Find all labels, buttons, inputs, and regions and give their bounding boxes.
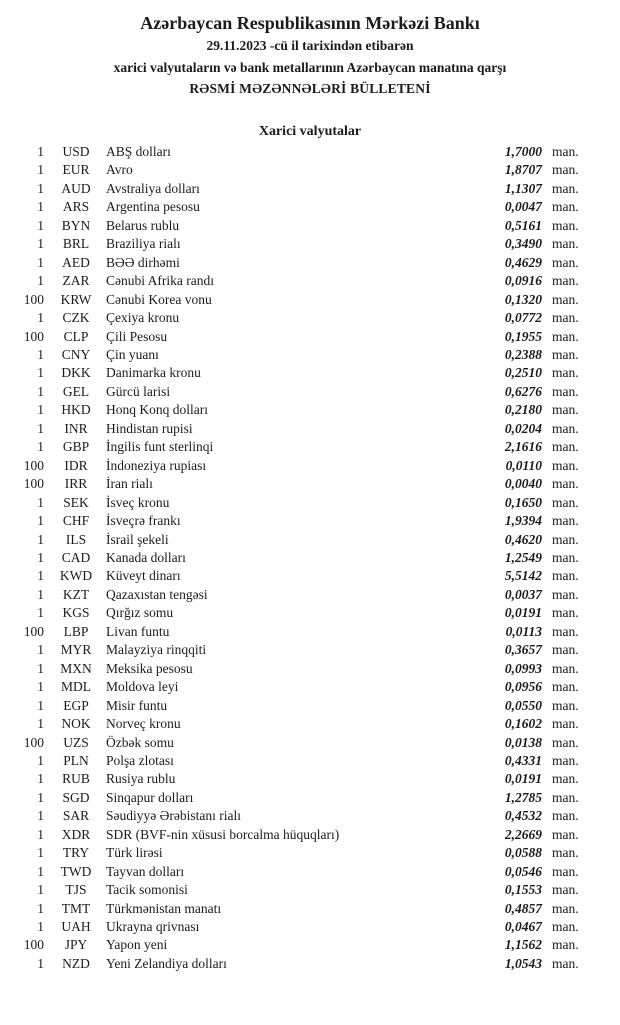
quantity: 1: [37, 383, 44, 399]
rate-value: 5,5142: [504, 568, 542, 584]
rate-value: 0,0916: [504, 273, 542, 289]
rate-value: 0,0204: [504, 420, 542, 436]
quantity: 100: [23, 291, 44, 307]
unit-label: man.: [552, 310, 579, 326]
rate-value: 0,1602: [504, 716, 542, 732]
quantity: 1: [37, 254, 44, 270]
currency-name: Polşa zlotası: [106, 752, 174, 768]
currency-code: INR: [64, 420, 88, 436]
rate-value: 0,0467: [504, 919, 542, 935]
unit-label: man.: [552, 771, 579, 787]
rate-value: 0,4629: [504, 254, 542, 270]
unit-label: man.: [552, 568, 579, 584]
rate-row: [18, 936, 590, 954]
rate-value: 0,5161: [504, 217, 542, 233]
currency-code: MXN: [60, 660, 92, 676]
rates-table-body: [0, 143, 620, 973]
rate-value: 1,8707: [504, 162, 542, 178]
currency-name: Yeni Zelandiya dolları: [106, 955, 227, 971]
rate-row: [18, 272, 590, 290]
effective-date-line: 29.11.2023 -cü il tarixindən etibarən: [206, 38, 414, 53]
currency-code: PLN: [63, 752, 89, 768]
rate-row: [18, 457, 590, 475]
quantity: 100: [23, 734, 44, 750]
rate-row: [18, 420, 590, 438]
unit-label: man.: [552, 697, 579, 713]
rate-value: 0,0956: [504, 679, 542, 695]
currency-name: İsrail şekeli: [106, 531, 169, 547]
currency-code: SGD: [62, 789, 90, 805]
quantity: 1: [37, 180, 44, 196]
rate-row: [18, 641, 590, 659]
quantity: 100: [23, 328, 44, 344]
currency-code: MDL: [61, 679, 91, 695]
rate-value: 1,2549: [504, 549, 542, 565]
quantity: 1: [37, 789, 44, 805]
quantity: 1: [37, 752, 44, 768]
quantity: 1: [37, 439, 44, 455]
currency-code: XDR: [61, 826, 91, 842]
rate-value: 0,0191: [504, 605, 542, 621]
rate-row: [18, 309, 590, 327]
rate-row: [18, 734, 590, 752]
quantity: 1: [37, 771, 44, 787]
rate-value: 0,1650: [504, 494, 542, 510]
quantity: 1: [37, 919, 44, 935]
rate-row: [18, 660, 590, 678]
rate-row: [18, 217, 590, 235]
rate-value: 0,4620: [504, 531, 542, 547]
rate-row: [18, 623, 590, 641]
currency-code: AED: [62, 254, 90, 270]
unit-label: man.: [552, 863, 579, 879]
unit-label: man.: [552, 623, 579, 639]
unit-label: man.: [552, 752, 579, 768]
unit-label: man.: [552, 144, 579, 159]
currency-code: TRY: [62, 845, 90, 861]
quantity: 100: [23, 623, 44, 639]
quantity: 1: [37, 346, 44, 362]
quantity: 1: [37, 402, 44, 418]
unit-label: man.: [552, 900, 579, 916]
currency-name: İsveç kronu: [106, 494, 170, 510]
unit-label: man.: [552, 254, 579, 270]
currency-code: ZAR: [62, 273, 90, 289]
currency-name: Çili Pesosu: [106, 328, 168, 344]
rate-row: [18, 383, 590, 401]
quantity: 1: [37, 162, 44, 178]
rate-row: [18, 678, 590, 696]
quantity: 100: [23, 937, 44, 953]
currency-code: CLP: [63, 328, 89, 344]
rate-value: 1,9394: [504, 513, 542, 529]
quantity: 1: [37, 494, 44, 510]
rate-row: [18, 475, 590, 493]
rate-value: 0,2388: [504, 346, 542, 362]
quantity: 1: [37, 365, 44, 381]
currency-name: Kanada dolları: [106, 549, 186, 565]
currency-name: Norveç kronu: [106, 716, 181, 732]
rate-value: 1,7000: [504, 144, 542, 159]
currency-name: Tacik somonisi: [106, 882, 188, 898]
currency-name: Cənubi Afrika randı: [106, 273, 214, 289]
rate-value: 0,4532: [504, 808, 542, 824]
rate-row: [18, 752, 590, 770]
rate-value: 0,4331: [504, 752, 542, 768]
unit-label: man.: [552, 365, 579, 381]
currency-code: TMT: [61, 900, 91, 916]
currency-name: Türk lirəsi: [106, 845, 163, 861]
unit-label: man.: [552, 605, 579, 621]
quantity: 1: [37, 420, 44, 436]
currency-code: RUB: [62, 771, 90, 787]
rate-row: [18, 881, 590, 899]
quantity: 1: [37, 882, 44, 898]
currency-code: CHF: [62, 513, 90, 529]
rate-row: [18, 604, 590, 622]
rate-row: [18, 198, 590, 216]
currency-code: IRR: [64, 476, 88, 492]
currency-name: İngilis funt sterlinqi: [106, 439, 214, 455]
unit-label: man.: [552, 328, 579, 344]
currency-code: KWD: [59, 568, 93, 584]
unit-label: man.: [552, 420, 579, 436]
quantity: 1: [37, 660, 44, 676]
quantity: 1: [37, 845, 44, 861]
rate-row: [18, 586, 590, 604]
currency-name: Argentina pesosu: [106, 199, 200, 215]
currency-code: BYN: [61, 217, 91, 233]
unit-label: man.: [552, 494, 579, 510]
rate-row: [18, 438, 590, 456]
rate-value: 0,6276: [504, 383, 542, 399]
rate-value: 0,0550: [504, 697, 542, 713]
currency-code: SAR: [62, 808, 90, 824]
quantity: 1: [37, 863, 44, 879]
rate-row: [18, 807, 590, 825]
unit-label: man.: [552, 217, 579, 233]
currency-name: Çexiya kronu: [106, 310, 180, 326]
quantity: 1: [37, 144, 44, 159]
currency-code: EGP: [63, 697, 89, 713]
currency-name: Braziliya rialı: [106, 236, 181, 252]
currency-name: Meksika pesosu: [106, 660, 193, 676]
rate-value: 0,0993: [504, 660, 542, 676]
rate-value: 0,3490: [504, 236, 542, 252]
rate-value: 0,0047: [504, 199, 542, 215]
unit-label: man.: [552, 402, 579, 418]
rate-value: 0,1553: [504, 882, 542, 898]
currency-code: MYR: [60, 642, 92, 658]
currency-name: Gürcü larisi: [106, 383, 171, 399]
currency-code: GEL: [62, 383, 90, 399]
rate-row: [18, 401, 590, 419]
currency-name: Hindistan rupisi: [106, 420, 193, 436]
currency-name: Küveyt dinarı: [106, 568, 181, 584]
unit-label: man.: [552, 955, 579, 971]
currency-code: SEK: [63, 494, 89, 510]
unit-label: man.: [552, 826, 579, 842]
currency-name: Danimarka kronu: [106, 365, 201, 381]
rate-row: [18, 567, 590, 585]
currency-code: CAD: [61, 549, 91, 565]
currency-code: UZS: [63, 734, 89, 750]
rate-row: [18, 161, 590, 179]
currency-name: Livan funtu: [106, 623, 170, 639]
rate-row: [18, 826, 590, 844]
rate-row: [18, 900, 590, 918]
unit-label: man.: [552, 513, 579, 529]
quantity: 1: [37, 826, 44, 842]
currency-name: İsveçrə frankı: [106, 513, 181, 529]
quantity: 1: [37, 716, 44, 732]
rate-row: [18, 143, 590, 161]
quantity: 1: [37, 549, 44, 565]
currency-code: TWD: [60, 863, 92, 879]
unit-label: man.: [552, 457, 579, 473]
currency-name: Özbək somu: [106, 734, 174, 750]
rate-value: 1,0543: [504, 955, 542, 971]
rate-row: [18, 291, 590, 309]
rate-row: [18, 346, 590, 364]
unit-label: man.: [552, 734, 579, 750]
currency-code: NOK: [61, 716, 91, 732]
rate-value: 1,2785: [504, 789, 542, 805]
currency-name: Moldova leyi: [106, 679, 179, 695]
quantity: 1: [37, 199, 44, 215]
rate-row: [18, 715, 590, 733]
rate-row: [18, 180, 590, 198]
currency-code: LBP: [63, 623, 89, 639]
rate-row: [18, 697, 590, 715]
currency-code: BRL: [62, 236, 90, 252]
quantity: 1: [37, 531, 44, 547]
currency-code: ILS: [65, 531, 87, 547]
unit-label: man.: [552, 531, 579, 547]
currency-name: Avstraliya dolları: [106, 180, 200, 196]
currency-code: HKD: [61, 402, 91, 418]
rate-row: [18, 549, 590, 567]
rate-value: 0,0113: [505, 623, 542, 639]
subtitle-line: xarici valyutaların və bank metallarının Azərbaycan manatına qarşı: [113, 60, 507, 75]
unit-label: man.: [552, 808, 579, 824]
rate-row: [18, 494, 590, 512]
currency-name: Malayziya rinqqiti: [106, 642, 207, 658]
bank-name-title: Azərbaycan Respublikasının Mərkəzi Bankı: [140, 13, 480, 33]
currency-code: TJS: [65, 882, 87, 898]
currency-code: KRW: [60, 291, 92, 307]
rate-row: [18, 254, 590, 272]
currency-name: Yapon yeni: [106, 937, 168, 953]
unit-label: man.: [552, 660, 579, 676]
unit-label: man.: [552, 162, 579, 178]
rate-value: 0,0037: [504, 586, 542, 602]
currency-code: EUR: [62, 162, 90, 178]
currency-name: Cənubi Korea vonu: [106, 291, 212, 307]
rate-row: [18, 512, 590, 530]
currency-name: BƏƏ dirhəmi: [106, 254, 180, 270]
unit-label: man.: [552, 383, 579, 399]
currency-code: GBP: [62, 439, 90, 455]
rate-value: 0,0588: [504, 845, 542, 861]
currency-code: ARS: [62, 199, 90, 215]
rate-value: 0,2180: [504, 402, 542, 418]
currency-name: Misir funtu: [106, 697, 168, 713]
quantity: 1: [37, 808, 44, 824]
rate-value: 0,1955: [504, 328, 542, 344]
unit-label: man.: [552, 236, 579, 252]
rate-value: 0,0546: [504, 863, 542, 879]
unit-label: man.: [552, 199, 579, 215]
currency-name: Səudiyyə Ərəbistanı rialı: [106, 808, 241, 824]
rate-row: [18, 955, 590, 973]
currency-name: ABŞ dolları: [106, 144, 171, 159]
quantity: 1: [37, 900, 44, 916]
unit-label: man.: [552, 476, 579, 492]
currency-name: İran rialı: [106, 476, 153, 492]
quantity: 1: [37, 568, 44, 584]
rate-row: [18, 918, 590, 936]
rate-value: 0,0040: [504, 476, 542, 492]
currency-name: Belarus rublu: [106, 217, 180, 233]
unit-label: man.: [552, 716, 579, 732]
currency-code: KZT: [62, 586, 90, 602]
currency-name: Tayvan dolları: [106, 863, 185, 879]
currency-name: Honq Konq dolları: [106, 402, 208, 418]
currency-name: SDR (BVF-nin xüsusi borcalma hüquqları): [106, 826, 340, 842]
unit-label: man.: [552, 586, 579, 602]
currency-name: Avro: [106, 162, 133, 178]
quantity: 1: [37, 605, 44, 621]
rate-value: 2,2669: [504, 826, 542, 842]
section-title-foreign-currencies: Xarici valyutalar: [258, 124, 362, 139]
quantity: 1: [37, 955, 44, 971]
currency-name: Qazaxıstan tengəsi: [106, 586, 208, 602]
rate-row: [18, 863, 590, 881]
currency-name: Rusiya rublu: [106, 771, 176, 787]
rate-value: 2,1616: [504, 439, 542, 455]
document-header: [0, 11, 620, 99]
currency-name: Qırğız somu: [106, 605, 174, 621]
quantity: 1: [37, 679, 44, 695]
currency-code: USD: [62, 144, 90, 159]
currency-code: KGS: [62, 605, 90, 621]
unit-label: man.: [552, 919, 579, 935]
quantity: 1: [37, 697, 44, 713]
currency-code: DKK: [61, 365, 91, 381]
unit-label: man.: [552, 937, 579, 953]
unit-label: man.: [552, 439, 579, 455]
currency-code: NZD: [62, 955, 90, 971]
currency-code: IDR: [64, 457, 88, 473]
quantity: 1: [37, 642, 44, 658]
rate-value: 0,0191: [504, 771, 542, 787]
rate-row: [18, 770, 590, 788]
rate-value: 0,3657: [504, 642, 542, 658]
quantity: 1: [37, 236, 44, 252]
quantity: 1: [37, 586, 44, 602]
currency-code: AUD: [61, 180, 91, 196]
quantity: 1: [37, 273, 44, 289]
unit-label: man.: [552, 180, 579, 196]
currency-code: UAH: [61, 919, 91, 935]
quantity: 1: [37, 310, 44, 326]
rate-value: 1,1562: [504, 937, 542, 953]
rate-value: 0,0772: [504, 310, 542, 326]
quantity: 100: [23, 476, 44, 492]
currency-name: Sinqapur dolları: [106, 789, 194, 805]
unit-label: man.: [552, 549, 579, 565]
rate-row: [18, 844, 590, 862]
rate-row: [18, 531, 590, 549]
unit-label: man.: [552, 845, 579, 861]
rate-value: 0,1320: [504, 291, 542, 307]
currency-code: CNY: [61, 346, 91, 362]
unit-label: man.: [552, 642, 579, 658]
quantity: 1: [37, 217, 44, 233]
rate-value: 0,0110: [505, 457, 542, 473]
rate-value: 0,0138: [504, 734, 542, 750]
rate-row: [18, 328, 590, 346]
unit-label: man.: [552, 346, 579, 362]
rate-row: [18, 789, 590, 807]
currency-name: Türkmənistan manatı: [106, 900, 222, 916]
currency-name: İndoneziya rupiası: [106, 457, 207, 473]
rate-value: 1,1307: [504, 180, 542, 196]
currency-code: JPY: [64, 937, 88, 953]
rate-value: 0,4857: [504, 900, 542, 916]
rate-value: 0,2510: [504, 365, 542, 381]
unit-label: man.: [552, 679, 579, 695]
unit-label: man.: [552, 273, 579, 289]
rate-row: [18, 364, 590, 382]
currency-name: Ukrayna qrivnası: [106, 919, 200, 935]
currency-name: Çin yuanı: [106, 346, 159, 362]
unit-label: man.: [552, 882, 579, 898]
unit-label: man.: [552, 291, 579, 307]
unit-label: man.: [552, 789, 579, 805]
quantity: 100: [23, 457, 44, 473]
rate-row: [18, 235, 590, 253]
bulletin-title: RƏSMİ MƏZƏNNƏLƏRİ BÜLLETENİ: [189, 81, 431, 96]
quantity: 1: [37, 513, 44, 529]
currency-code: CZK: [62, 310, 90, 326]
